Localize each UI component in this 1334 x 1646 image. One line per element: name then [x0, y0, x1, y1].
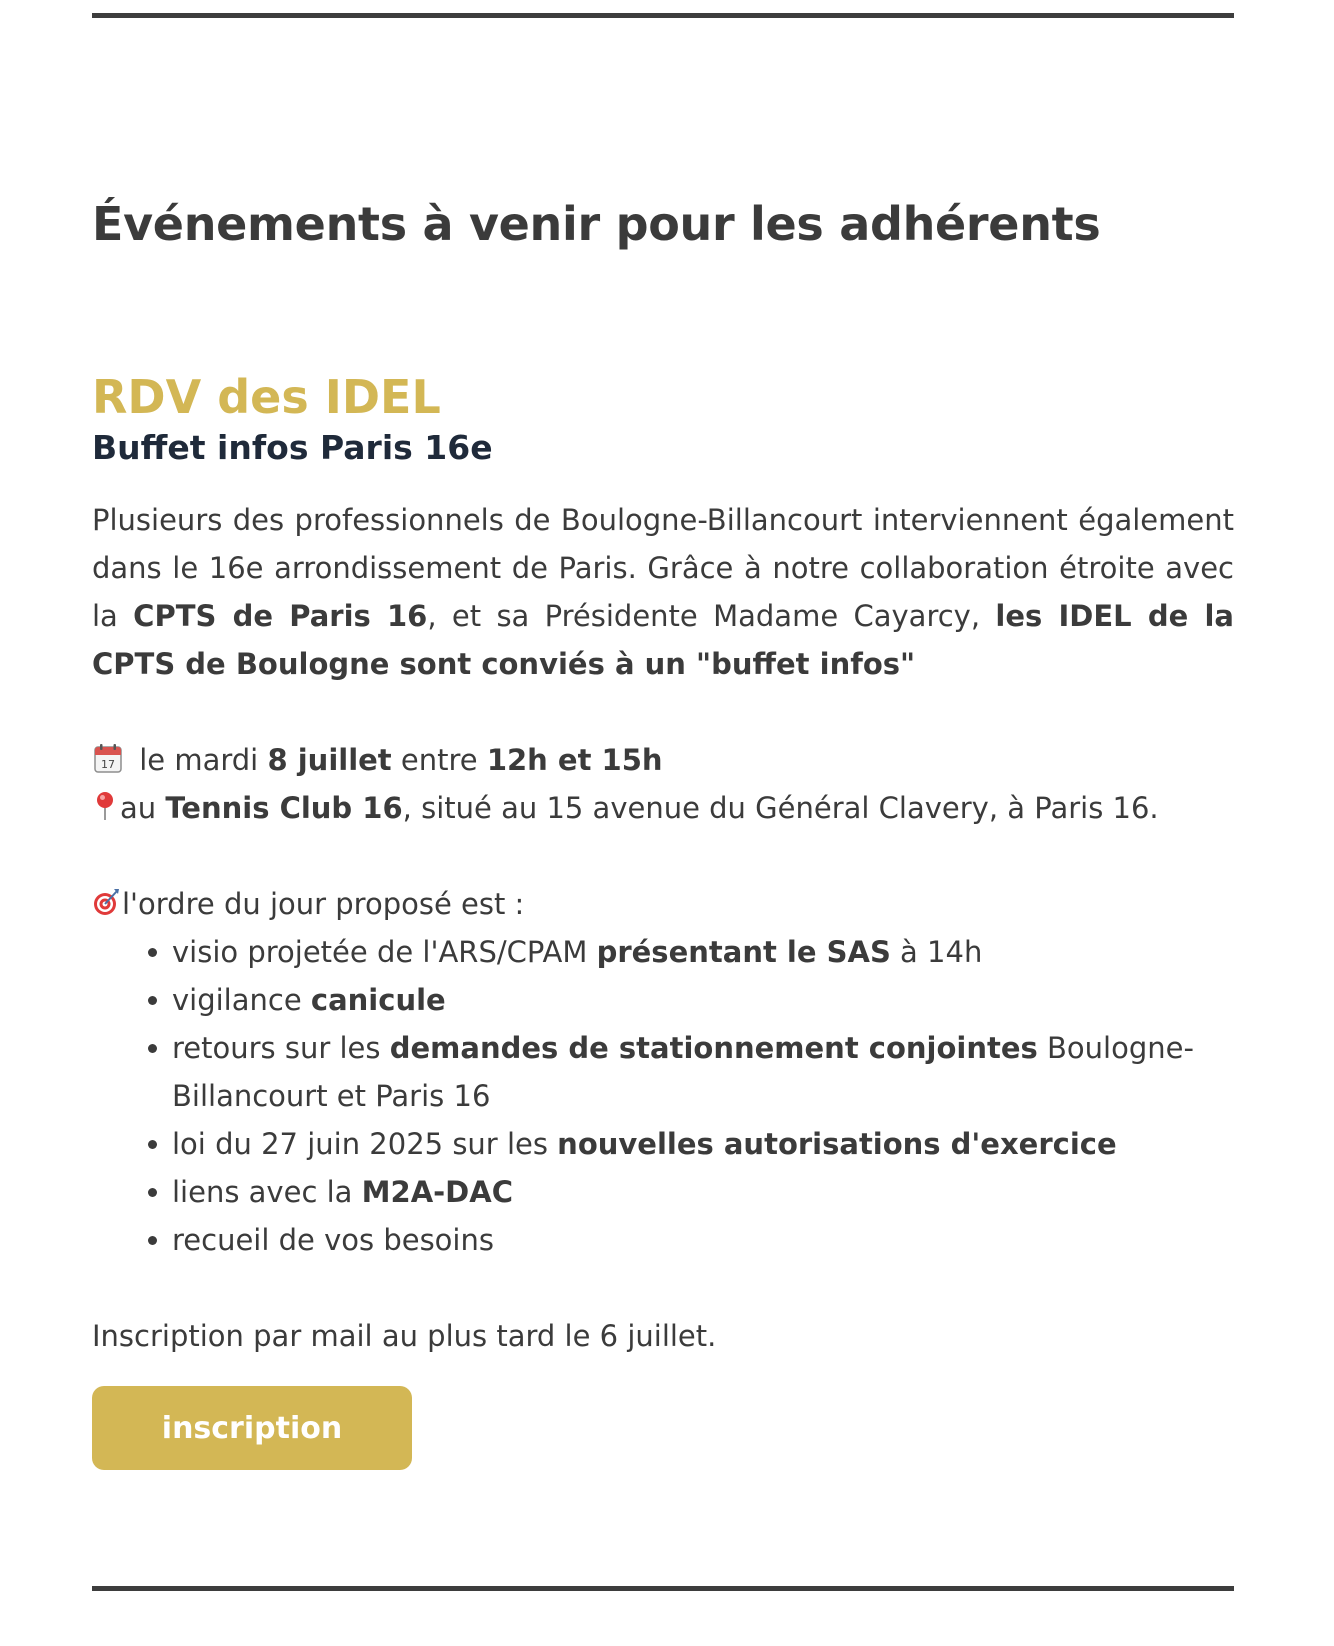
agenda-list	[92, 928, 1234, 1264]
inscription-button[interactable]: inscription	[92, 1386, 412, 1470]
agenda-item: liens avec la M2A-DAC	[172, 1168, 1234, 1216]
agenda-intro: l'ordre du jour proposé est :	[92, 880, 1234, 928]
section-heading: Événements à venir pour les adhérents	[92, 197, 1101, 251]
bottom-divider	[92, 1586, 1234, 1591]
registration-note: Inscription par mail au plus tard le 6 juillet.	[92, 1319, 717, 1353]
calendar-icon	[92, 742, 124, 774]
agenda-item: retours sur les demandes de stationnement conjointes Boulogne-Billancourt et Paris 16	[172, 1024, 1234, 1120]
location-line: au Tennis Club 16, situé au 15 avenue du Général Clavery, à Paris 16.	[92, 784, 1234, 832]
event-subtitle: Buffet infos Paris 16e	[92, 428, 493, 467]
agenda-item: visio projetée de l'ARS/CPAM présentant le SAS à 14h	[172, 928, 1234, 976]
date-line: 17 le mardi 8 juillet entre 12h et 15h	[92, 736, 1234, 784]
top-divider	[92, 13, 1234, 18]
svg-text:17: 17	[101, 758, 115, 771]
agenda-item: vigilance canicule	[172, 976, 1234, 1024]
agenda-item: loi du 27 juin 2025 sur les nouvelles autorisations d'exercice	[172, 1120, 1234, 1168]
newsletter-section	[92, 190, 1234, 1470]
event-title: RDV des IDEL	[92, 370, 441, 424]
event-intro: Plusieurs des professionnels de Boulogne-Billancourt interviennent également dans le 16e arrondissement de Paris. Grâce à notre collaboration étroite avec la CPTS de Paris 16, et sa Présidente Madame Cayarcy, les IDEL de la CPTS de Boulogne sont conviés à un "buffet infos"	[92, 503, 1234, 681]
event-details	[92, 736, 1234, 832]
target-icon	[92, 886, 120, 918]
agenda-item: recueil de vos besoins	[172, 1216, 1234, 1264]
pin-icon	[92, 790, 118, 822]
